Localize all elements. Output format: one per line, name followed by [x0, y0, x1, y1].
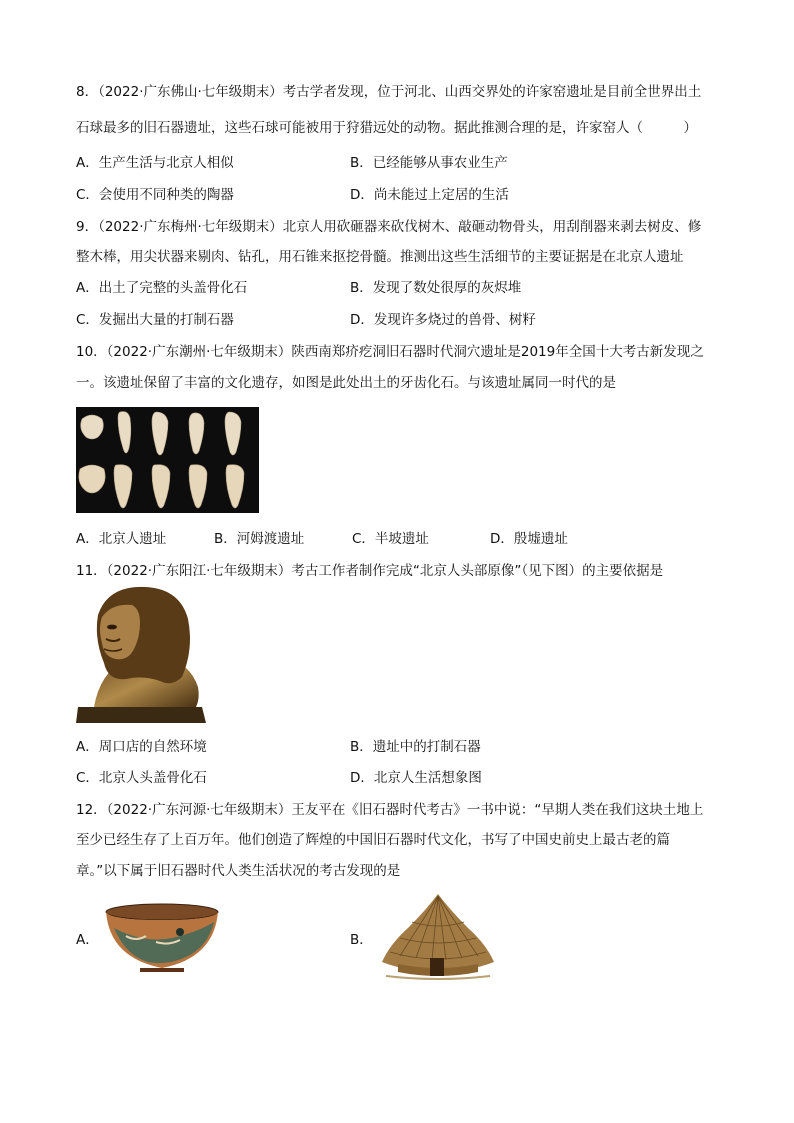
q9-option-b[interactable]: B．发现了数处很厚的灰烬堆	[350, 280, 522, 296]
q9-option-d[interactable]: D．发现许多烧过的兽骨、树籽	[350, 312, 536, 328]
q11-option-d[interactable]: D．北京人生活想象图	[350, 770, 482, 786]
q8-option-b[interactable]: B．已经能够从事农业生产	[350, 155, 508, 171]
q12-option-b-label[interactable]: B．	[350, 932, 373, 948]
q11-option-a[interactable]: A．周口店的自然环境	[76, 739, 207, 755]
q9-option-c[interactable]: C．发掘出大量的打制石器	[76, 312, 234, 328]
painted-pottery-bowl-image	[100, 902, 224, 976]
q12-option-a-label[interactable]: A．	[76, 932, 99, 948]
q9-stem-line1: 9．（2022·广东梅州·七年级期末）北京人用砍砸器来砍伐树木、敲砸动物骨头，用刮削器来剥去树皮、修	[76, 219, 702, 235]
q9-stem-line2: 整木棒，用尖状器来剔肉、钻孔，用石锥来抠挖骨髓。推测出这些生活细节的主要证据是在北京人遗址	[76, 249, 684, 265]
q10-option-b[interactable]: B．河姆渡遗址	[214, 531, 305, 547]
q12-stem-line3: 章。”以下属于旧石器时代人类生活状况的考古发现的是	[76, 863, 401, 879]
teeth-fossil-image	[76, 407, 259, 513]
q10-stem-line2: 一。该遗址保留了丰富的文化遗存，如图是此处出土的牙齿化石。与该遗址属同一时代的是	[76, 375, 616, 391]
q12-stem-line2: 至少已经生存了上百万年。他们创造了辉煌的中国旧石器时代文化，书写了中国史前史上最古老的篇	[76, 832, 670, 848]
q11-option-b[interactable]: B．遗址中的打制石器	[350, 739, 481, 755]
q10-option-a[interactable]: A．北京人遗址	[76, 531, 167, 547]
q11-option-c[interactable]: C．北京人头盖骨化石	[76, 770, 207, 786]
q8-option-d[interactable]: D．尚未能过上定居的生活	[350, 187, 509, 203]
q10-stem-line1: 10．（2022·广东潮州·七年级期末）陕西南郑疥疙洞旧石器时代洞穴遗址是2019年全国十大考古新发现之	[76, 344, 704, 360]
q8-stem-line2: 石球最多的旧石器遗址，这些石球可能被用于狩猎远处的动物。据此推测合理的是，许家窑人（ ）	[76, 120, 697, 136]
q8-option-a[interactable]: A．生产生活与北京人相似	[76, 155, 234, 171]
thatched-hut-image	[380, 892, 496, 980]
q9-option-a[interactable]: A．出土了完整的头盖骨化石	[76, 280, 248, 296]
q10-option-c[interactable]: C．半坡遗址	[352, 531, 429, 547]
peking-man-bust-image	[76, 585, 208, 727]
q10-option-d[interactable]: D．殷墟遗址	[490, 531, 568, 547]
q12-stem-line1: 12．（2022·广东河源·七年级期末）王友平在《旧石器时代考古》一书中说：“早期人类在我们这块土地上	[76, 802, 704, 818]
q11-stem-line1: 11．（2022·广东阳江·七年级期末）考古工作者制作完成“北京人头部原像”（见下图）的主要依据是	[76, 563, 664, 579]
q8-stem-line1: 8．（2022·广东佛山·七年级期末）考古学者发现，位于河北、山西交界处的许家窑遗址是目前全世界出土	[76, 84, 702, 100]
q8-option-c[interactable]: C．会使用不同种类的陶器	[76, 187, 234, 203]
